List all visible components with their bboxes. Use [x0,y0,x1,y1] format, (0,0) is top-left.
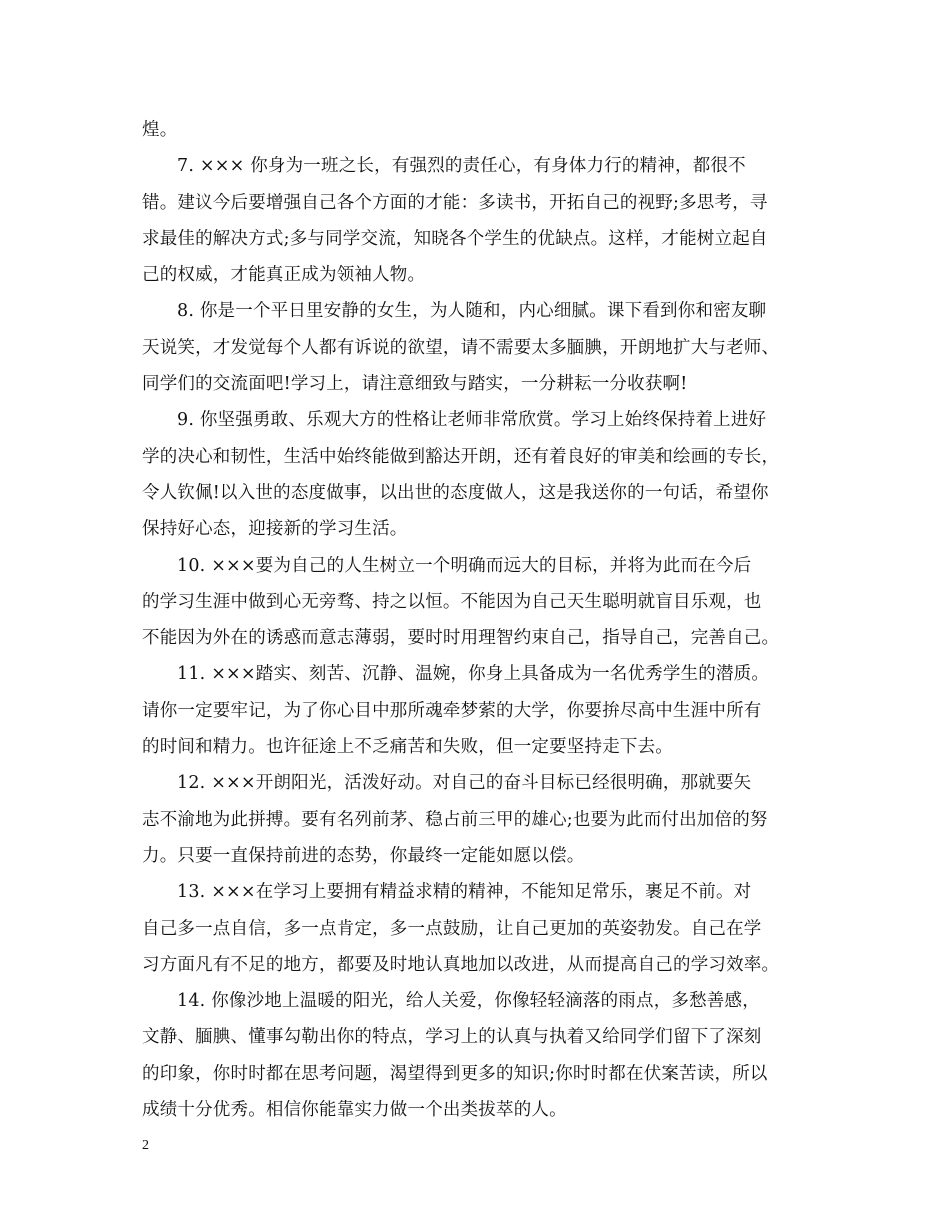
paragraph-14-line: 成绩十分优秀。相信你能靠实力做一个出类拔萃的人。 [142,1100,567,1121]
paragraph-9-line: 保持好心态，迎接新的学习生活。 [142,519,408,540]
paragraph-12-line: 12. ×××开朗阳光，活泼好动。对自己的奋斗目标已经很明确，那就要矢 [177,773,752,794]
paragraph-9-line: 9. 你坚强勇敢、乐观大方的性格让老师非常欣赏。学习上始终保持着上进好 [177,410,767,431]
paragraph-11-line: 11. ×××踏实、刻苦、沉静、温婉，你身上具备成为一名优秀学生的潜质。 [177,664,770,685]
paragraph-7-line: 7. ××× 你身为一班之长，有强烈的责任心，有身体力行的精神，都很不 [177,156,746,177]
paragraph-9-line: 令人钦佩!以入世的态度做事，以出世的态度做人，这是我送你的一句话，希望你 [142,482,769,503]
paragraph-10-line: 的学习生涯中做到心无旁骛、持之以恒。不能因为自己天生聪明就盲目乐观，也 [142,591,762,612]
paragraph-7-line: 错。建议今后要增强自己各个方面的才能：多读书，开拓自己的视野;多思考，寻 [142,192,768,213]
paragraph-14-line: 14. 你像沙地上温暖的阳光，给人关爱，你像轻轻滴落的雨点，多愁善感， [177,991,760,1012]
paragraph-12-line: 志不渝地为此拼搏。要有名列前茅、稳占前三甲的雄心;也要为此而付出加倍的努 [142,809,768,830]
paragraph-14-line: 的印象，你时时都在思考问题，渴望得到更多的知识;你时时都在伏案苦读，所以 [142,1063,768,1084]
paragraph-12-line: 力。只要一直保持前进的态势，你最终一定能如愿以偿。 [142,845,585,866]
paragraph-11-line: 的时间和精力。也许征途上不乏痛苦和失败，但一定要坚持走下去。 [142,737,673,758]
paragraph-10-line: 不能因为外在的诱惑而意志薄弱，要时时用理智约束自己，指导自己，完善自己。 [142,628,780,649]
paragraph-11-line: 请你一定要牢记，为了你心目中那所魂牵梦萦的大学，你要拚尽高中生涯中所有 [142,700,762,721]
paragraph-10-line: 10. ×××要为自己的人生树立一个明确而远大的目标，并将为此而在今后 [177,555,752,576]
paragraph-13-line: 自己多一点自信，多一点肯定，多一点鼓励，让自己更加的英姿勃发。自己在学 [142,918,762,939]
paragraph-7-line: 求最佳的解决方式;多与同学交流，知晓各个学生的优缺点。这样，才能树立起自 [142,228,768,249]
paragraph-7-line: 己的权威，才能真正成为领袖人物。 [142,265,426,286]
paragraph-9-line: 学的决心和韧性，生活中始终能做到豁达开朗，还有着良好的审美和绘画的专长， [142,446,780,467]
text-line: 煌。 [142,120,178,140]
paragraph-8-line: 同学们的交流面吧!学习上，请注意细致与踏实，一分耕耘一分收获啊! [142,374,688,395]
paragraph-8-line: 8. 你是一个平日里安静的女生，为人随和，内心细腻。课下看到你和密友聊 [177,301,767,322]
paragraph-8-line: 天说笑，才发觉每个人都有诉说的欲望，请不需要太多腼腆，开朗地扩大与老师、 [142,337,780,358]
paragraph-14-line: 文静、腼腆、懂事勾勒出你的特点，学习上的认真与执着又给同学们留下了深刻 [142,1027,762,1048]
page-number: 2 [142,1138,149,1153]
paragraph-13-line: 习方面凡有不足的地方，都要及时地认真地加以改进，从而提高自己的学习效率。 [142,954,780,975]
document-body [142,112,812,1128]
paragraph-13-line: 13. ×××在学习上要拥有精益求精的精神，不能知足常乐，裹足不前。对 [177,882,752,903]
